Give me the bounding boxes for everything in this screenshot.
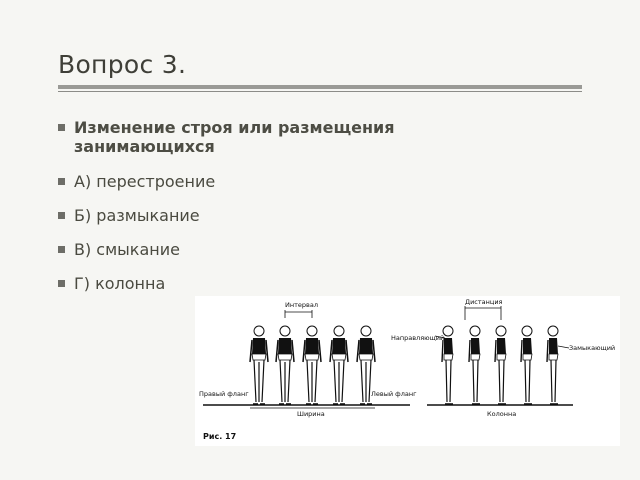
formation-diagram	[195, 296, 620, 446]
bullet-list	[58, 118, 498, 308]
leading-label: Направляющий	[391, 334, 445, 342]
soldier-figure	[469, 326, 480, 404]
bullet-item	[58, 172, 498, 191]
bullet-item	[58, 206, 498, 225]
square-bullet-icon	[58, 246, 65, 253]
title-divider	[58, 85, 582, 89]
square-bullet-icon	[58, 124, 65, 131]
right-flank-label: Правый фланг	[199, 390, 249, 398]
soldier-figure	[330, 326, 348, 404]
bullet-text: А) перестроение	[74, 172, 216, 191]
soldier-figure	[521, 326, 532, 404]
column-label: Колонна	[487, 410, 517, 418]
distance-label: Дистанция	[465, 298, 503, 306]
square-bullet-icon	[58, 178, 65, 185]
title-divider-thin	[58, 91, 582, 92]
formation-figure	[195, 296, 620, 446]
column-formation	[391, 298, 615, 418]
bullet-item	[58, 240, 498, 259]
left-flank-label: Левый фланг	[371, 390, 417, 398]
bullet-text: Г) колонна	[74, 274, 166, 293]
square-bullet-icon	[58, 280, 65, 287]
interval-label: Интервал	[285, 301, 318, 309]
bullet-item	[58, 274, 498, 293]
bullet-item	[58, 118, 498, 156]
slide-title: Вопрос 3.	[58, 50, 187, 79]
soldier-figure	[303, 326, 321, 404]
bullet-text: Изменение строя или размещения занимающихся	[74, 118, 395, 156]
line-formation	[199, 301, 417, 418]
soldier-figure	[250, 326, 268, 404]
closing-label: Замыкающий	[569, 344, 616, 352]
width-label: Ширина	[297, 410, 325, 418]
bullet-text: Б) размыкание	[74, 206, 200, 225]
figure-caption: Рис. 17	[203, 432, 237, 441]
soldier-figure	[276, 326, 294, 404]
square-bullet-icon	[58, 212, 65, 219]
bullet-text: В) смыкание	[74, 240, 180, 259]
soldier-figure	[495, 326, 506, 404]
soldier-figure	[547, 326, 558, 404]
